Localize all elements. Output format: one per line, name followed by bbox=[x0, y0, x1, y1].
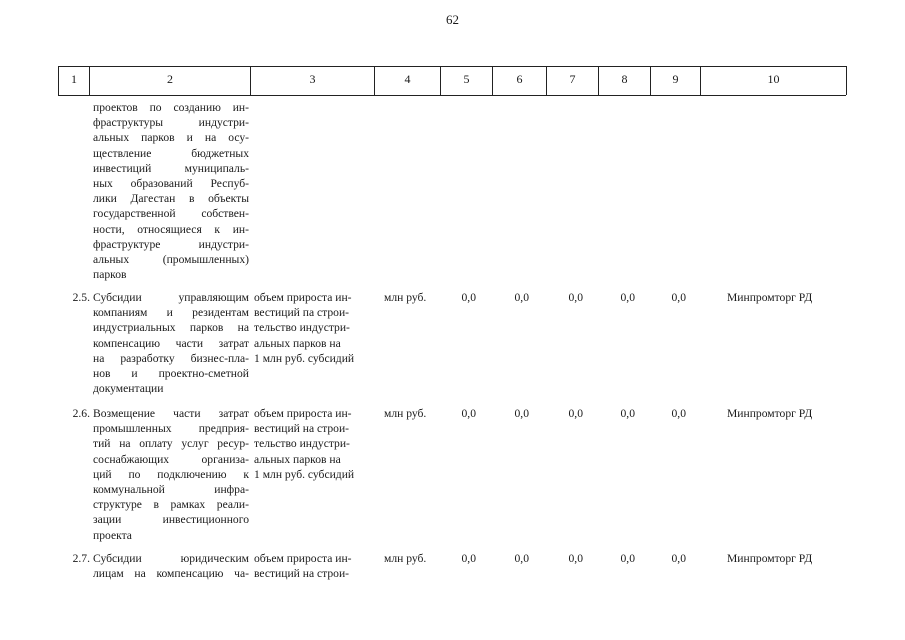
row-indicator bbox=[254, 290, 374, 366]
row-value: 0,0 bbox=[514, 407, 529, 420]
row-responsible: Минпромторг РД bbox=[727, 291, 813, 304]
text-line: Возмещение части затрат bbox=[93, 407, 249, 420]
row-description bbox=[93, 290, 249, 396]
column-header: 9 bbox=[672, 72, 679, 86]
text-line: ществление бюджетных bbox=[93, 146, 249, 160]
row-value: 0,0 bbox=[671, 552, 686, 565]
column-header: 8 bbox=[621, 72, 628, 86]
row-value: 0,0 bbox=[514, 552, 529, 565]
text-line: компенсацию части затрат bbox=[93, 336, 249, 350]
text-line: фраструктуре индустри- bbox=[93, 237, 249, 251]
row-value: 0,0 bbox=[514, 291, 529, 304]
row-description bbox=[93, 551, 249, 581]
text-line: альных (промышленных) bbox=[93, 253, 249, 267]
row-responsible: Минпромторг РД bbox=[727, 552, 813, 565]
text-line: инвестиций муниципаль- bbox=[93, 161, 249, 175]
text-line: альных парков и на осу- bbox=[93, 131, 249, 145]
text-line: документации bbox=[93, 382, 164, 396]
row-value: 0,0 bbox=[620, 552, 635, 565]
column-header: 10 bbox=[767, 72, 780, 86]
row-description bbox=[93, 406, 249, 543]
text-line: парков bbox=[93, 268, 127, 282]
text-line: тий на оплату услуг ресур- bbox=[93, 437, 249, 451]
row-unit: млн руб. bbox=[384, 407, 427, 420]
text-line: промышленных предприя- bbox=[93, 422, 249, 436]
text-line: вестиций па строи- bbox=[254, 306, 350, 320]
page-number: 62 bbox=[446, 12, 459, 27]
row-value: 0,0 bbox=[461, 407, 476, 420]
row-value: 0,0 bbox=[461, 291, 476, 304]
text-line: ности, относящиеся к ин- bbox=[93, 222, 249, 236]
continuation-description bbox=[93, 100, 249, 282]
row-value: 0,0 bbox=[568, 291, 583, 304]
text-line: 1 млн руб. субсидий bbox=[254, 351, 355, 365]
text-line: 1 млн руб. субсидий bbox=[254, 467, 355, 481]
row-indicator bbox=[254, 406, 374, 482]
text-line: Субсидии управляющим bbox=[93, 291, 249, 304]
text-line: соснабжающих организа- bbox=[93, 452, 249, 466]
text-line: структуре в рамках реали- bbox=[93, 498, 249, 512]
text-line: проекта bbox=[93, 528, 132, 542]
row-number: 2.7. bbox=[72, 552, 90, 565]
text-line: тельство индустри- bbox=[254, 321, 350, 335]
column-header: 2 bbox=[167, 72, 173, 86]
text-line: лицам на компенсацию ча- bbox=[93, 567, 249, 581]
text-line: государственной собствен- bbox=[93, 207, 249, 221]
text-line: объем прироста ин- bbox=[254, 552, 352, 565]
text-line: коммунальной инфра- bbox=[93, 483, 249, 497]
row-value: 0,0 bbox=[620, 291, 635, 304]
row-value: 0,0 bbox=[671, 407, 686, 420]
row-value: 0,0 bbox=[671, 291, 686, 304]
text-line: фраструктуры индустри- bbox=[93, 116, 249, 130]
text-line: лики Дагестан в объекты bbox=[93, 192, 249, 206]
row-unit: млн руб. bbox=[384, 552, 427, 565]
row-number: 2.6. bbox=[72, 407, 90, 420]
text-line: ных образований Респуб- bbox=[93, 177, 249, 191]
row-number: 2.5. bbox=[72, 291, 90, 304]
text-line: Субсидии юридическим bbox=[93, 552, 249, 565]
text-line: проектов по созданию ин- bbox=[93, 101, 249, 114]
text-line: зации инвестиционного bbox=[93, 513, 249, 527]
row-value: 0,0 bbox=[461, 552, 476, 565]
row-value: 0,0 bbox=[568, 552, 583, 565]
text-line: объем прироста ин- bbox=[254, 407, 352, 420]
column-divider bbox=[846, 66, 847, 95]
row-unit: млн руб. bbox=[384, 291, 427, 304]
column-header: 1 bbox=[71, 72, 77, 86]
row-value: 0,0 bbox=[568, 407, 583, 420]
text-line: тельство индустри- bbox=[254, 437, 350, 451]
text-line: компаниям и резидентам bbox=[93, 306, 249, 320]
column-header: 6 bbox=[516, 72, 523, 86]
text-line: индустриальных парков на bbox=[93, 321, 249, 335]
text-line: нов и проектно-сметной bbox=[93, 367, 249, 381]
row-value: 0,0 bbox=[620, 407, 635, 420]
row-indicator bbox=[254, 551, 374, 581]
header-top-border bbox=[58, 66, 846, 67]
text-line: альных парков на bbox=[254, 452, 341, 466]
column-header: 7 bbox=[569, 72, 576, 86]
column-header: 4 bbox=[404, 72, 411, 86]
row-responsible: Минпромторг РД bbox=[727, 407, 813, 420]
text-line: объем прироста ин- bbox=[254, 291, 352, 304]
header-bottom-border bbox=[58, 95, 846, 96]
text-line: вестиций на строи- bbox=[254, 567, 350, 581]
text-line: ций по подключению к bbox=[93, 467, 249, 481]
text-line: вестиций на строи- bbox=[254, 422, 350, 436]
text-line: на разработку бизнес-пла- bbox=[93, 351, 249, 365]
text-line: альных парков на bbox=[254, 336, 341, 350]
column-header: 3 bbox=[309, 72, 316, 86]
column-header: 5 bbox=[463, 72, 470, 86]
